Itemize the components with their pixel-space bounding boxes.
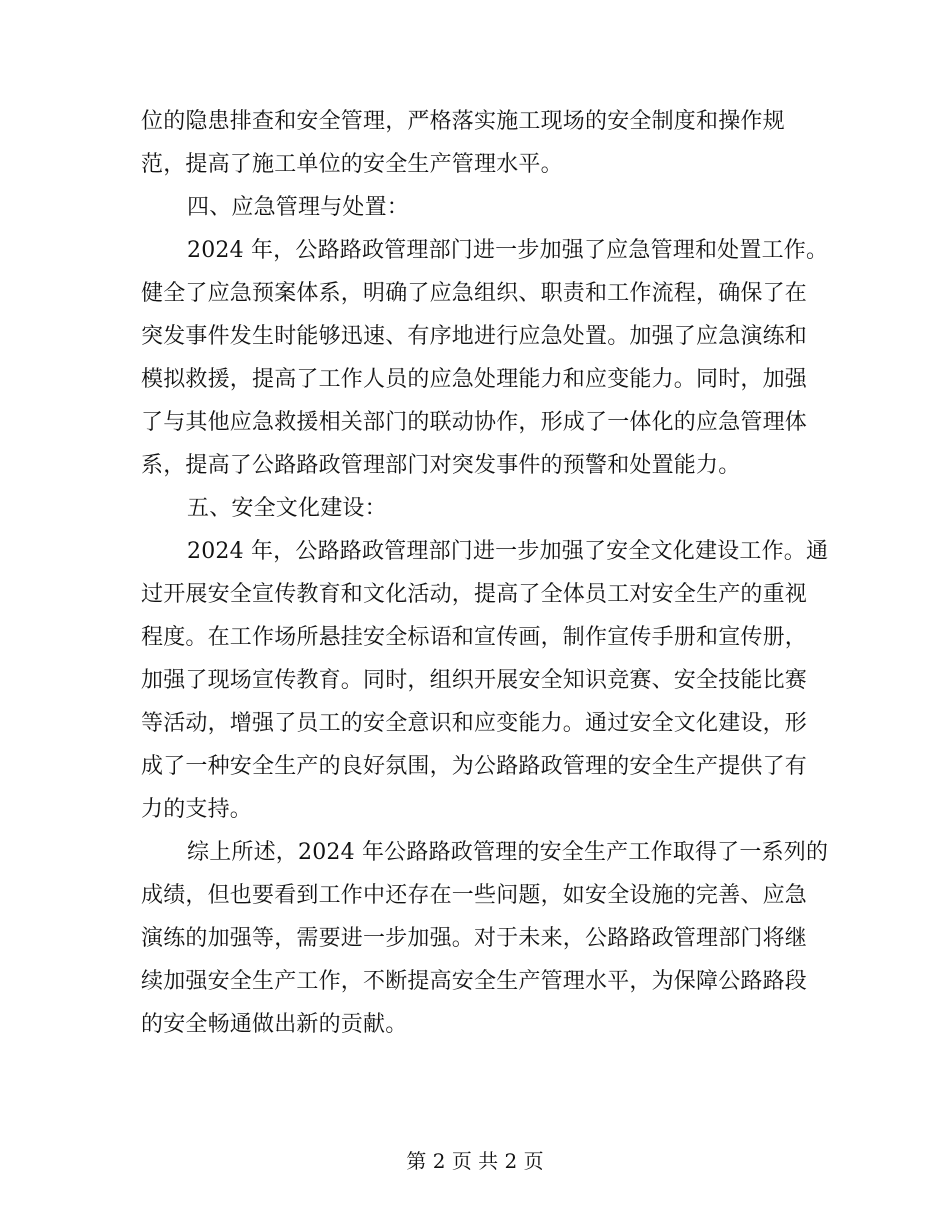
text-line: 模拟救援，提高了工作人员的应急处理能力和应变能力。同时，加强 (141, 367, 808, 392)
section-heading: 五、安全文化建设： (187, 496, 387, 521)
paragraph-first-line: 2024 年，公路路政管理部门进一步加强了安全文化建设工作。通 (187, 539, 829, 564)
text-line: 成了一种安全生产的良好氛围，为公路路政管理的安全生产提供了有 (141, 754, 808, 779)
paragraph-first-line: 综上所述，2024 年公路路政管理的安全生产工作取得了一系列的 (187, 840, 829, 865)
text-line: 等活动，增强了员工的安全意识和应变能力。通过安全文化建设，形 (141, 711, 808, 736)
text-line: 成绩，但也要看到工作中还存在一些问题，如安全设施的完善、应急 (141, 883, 808, 908)
text-line: 位的隐患排查和安全管理，严格落实施工现场的安全制度和操作规 (141, 109, 785, 134)
text-line: 了与其他应急救援相关部门的联动协作，形成了一体化的应急管理体 (141, 410, 808, 435)
text-line: 加强了现场宣传教育。同时，组织开展安全知识竞赛、安全技能比赛 (141, 668, 808, 693)
text-line: 过开展安全宣传教育和文化活动，提高了全体员工对安全生产的重视 (141, 582, 808, 607)
text-line: 续加强安全生产工作，不断提高安全生产管理水平，为保障公路路段 (141, 969, 808, 994)
text-line: 的安全畅通做出新的贡献。 (141, 1012, 408, 1037)
text-line: 突发事件发生时能够迅速、有序地进行应急处置。加强了应急演练和 (141, 324, 808, 349)
text-line: 程度。在工作场所悬挂安全标语和宣传画，制作宣传手册和宣传册， (141, 625, 808, 650)
text-line: 系，提高了公路路政管理部门对突发事件的预警和处置能力。 (141, 453, 741, 478)
text-line: 演练的加强等，需要进一步加强。对于未来，公路路政管理部门将继 (141, 926, 808, 951)
paragraph-first-line: 2024 年，公路路政管理部门进一步加强了应急管理和处置工作。 (187, 238, 829, 263)
section-heading: 四、应急管理与处置： (187, 195, 410, 220)
text-line: 范，提高了施工单位的安全生产管理水平。 (141, 152, 563, 177)
text-line: 力的支持。 (141, 797, 253, 822)
text-line: 健全了应急预案体系，明确了应急组织、职责和工作流程，确保了在 (141, 281, 808, 306)
page-number-footer: 第 2 页 共 2 页 (406, 1149, 544, 1173)
